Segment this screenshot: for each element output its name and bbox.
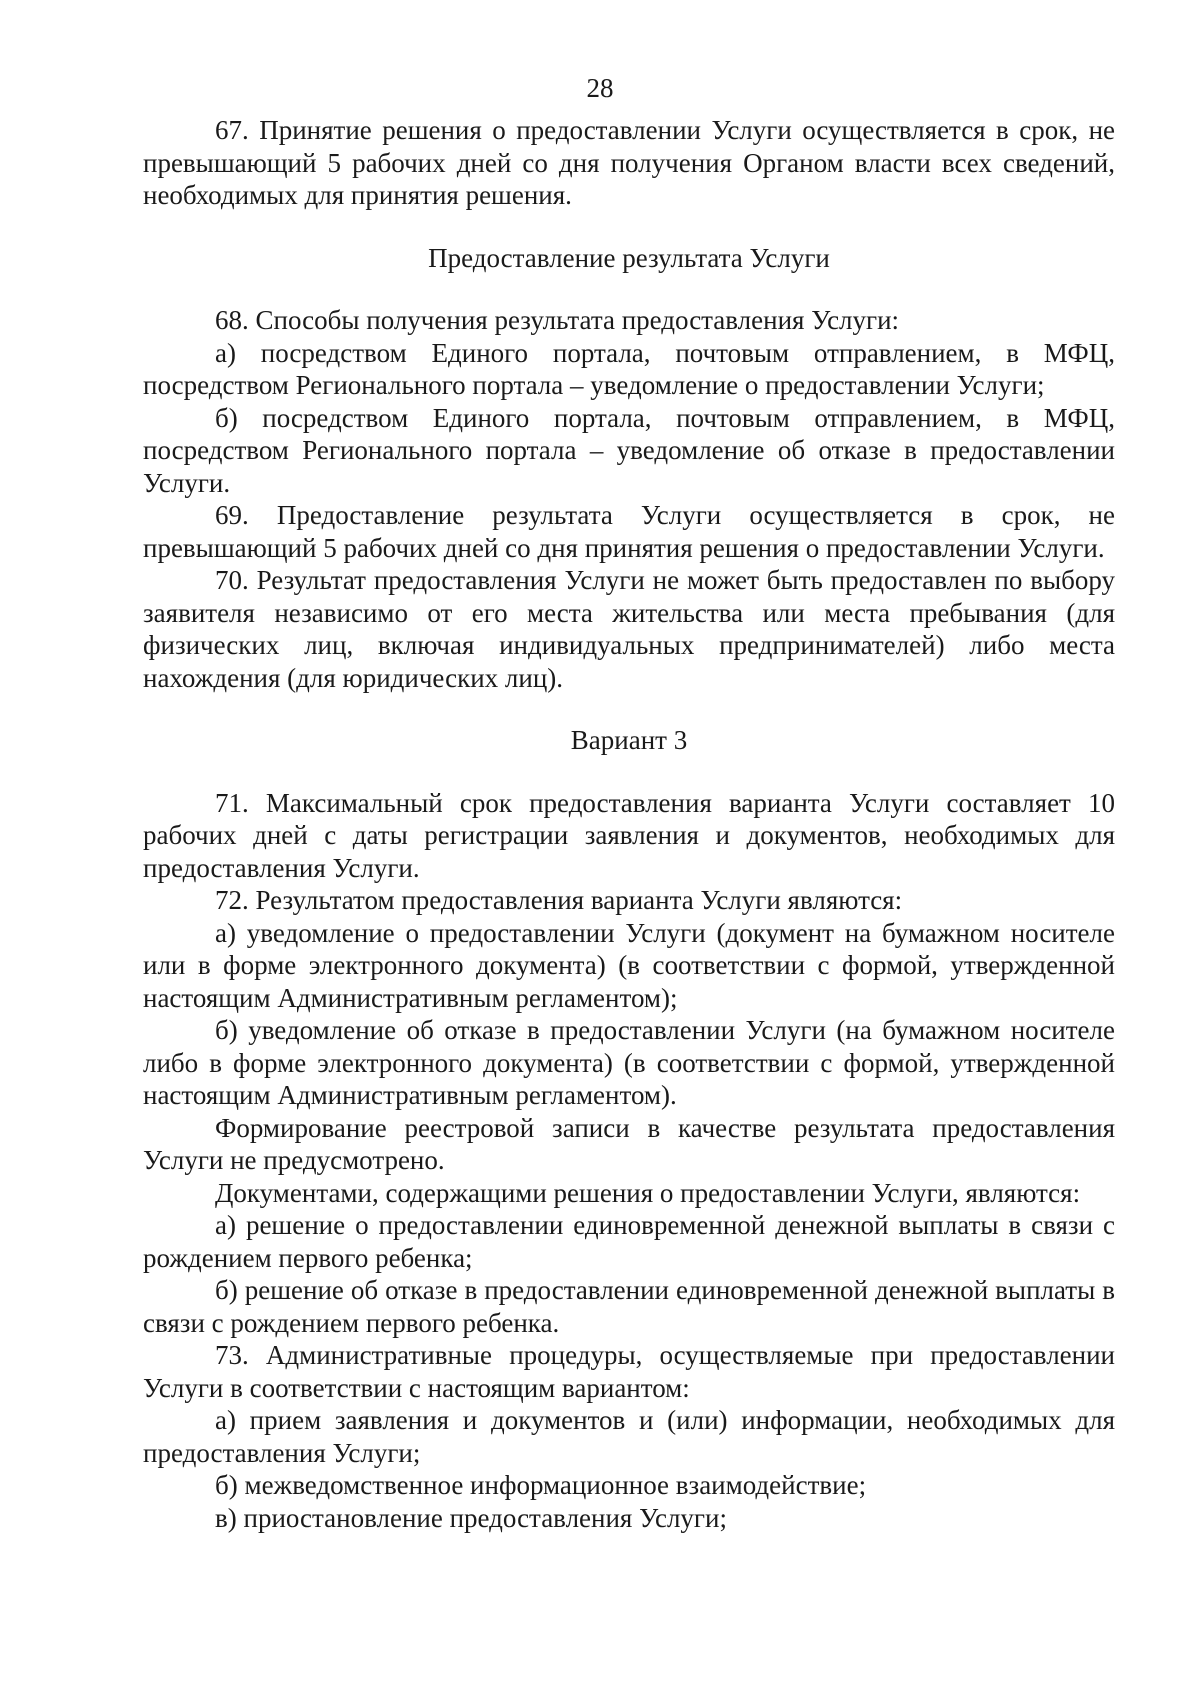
spacer — [143, 212, 1115, 242]
section-heading-variant-3: Вариант 3 — [570, 725, 688, 755]
paragraph-72-a: а) уведомление о предоставлении Услуги (документ на бумажном носителе или в форме электронного документа) (в соответствии с формой, утвержденной настоящим Административным регламентом); — [143, 917, 1115, 1013]
paragraph-68: 68. Способы получения результата предоставления Услуги: — [215, 305, 900, 335]
paragraph-72: 72. Результатом предоставления варианта Услуги являются: — [215, 885, 903, 915]
paragraph-decision-a: а) решение о предоставлении единовременной денежной выплаты в связи с рождением первого ребенка; — [143, 1210, 1115, 1273]
page-number: 28 — [586, 73, 614, 103]
paragraph-decision-b: б) решение об отказе в предоставлении единовременной денежной выплаты в связи с рождением первого ребенка. — [143, 1275, 1115, 1338]
paragraph-73-a: а) прием заявления и документов и (или) информации, необходимых для предоставления Услуги; — [143, 1405, 1115, 1468]
paragraph-73: 73. Административные процедуры, осуществляемые при предоставлении Услуги в соответствии с настоящим вариантом: — [143, 1340, 1115, 1403]
paragraph-decision-documents: Документами, содержащими решения о предоставлении Услуги, являются: — [215, 1177, 1081, 1208]
spacer — [143, 694, 1115, 724]
document-body — [143, 114, 1115, 1534]
section-heading-result: Предоставление результата Услуги — [428, 242, 830, 273]
paragraph-71: 71. Максимальный срок предоставления варианта Услуги составляет 10 рабочих дней с даты регистрации заявления и документов, необходимых для предоставления Услуги. — [143, 787, 1115, 883]
paragraph-72-b: б) уведомление об отказе в предоставлении Услуги (на бумажном носителе либо в форме электронного документа) (в соответствии с формой, утвержденной настоящим Административным регламентом). — [143, 1015, 1115, 1110]
spacer — [143, 757, 1115, 787]
paragraph-69: 69. Предоставление результата Услуги осуществляется в срок, не превышающий 5 рабочих дней со дня принятия решения о предоставлении Услуги. — [143, 500, 1115, 563]
paragraph-73-v: в) приостановление предоставления Услуги; — [215, 1502, 727, 1533]
paragraph-68-b: б) посредством Единого портала, почтовым отправлением, в МФЦ, посредством Регионального портала – уведомление об отказе в предоставлении Услуги. — [143, 402, 1115, 498]
paragraph-registry-record: Формирование реестровой записи в качестве результата предоставления Услуги не предусмотрено. — [143, 1112, 1115, 1175]
paragraph-67: 67. Принятие решения о предоставлении Услуги осуществляется в срок, не превышающий 5 рабочих дней со дня получения Органом власти всех сведений, необходимых для принятия решения. — [143, 115, 1115, 210]
paragraph-68-a: а) посредством Единого портала, почтовым отправлением, в МФЦ, посредством Регионального портала – уведомление о предоставлении Услуги; — [143, 337, 1115, 400]
paragraph-73-b: б) межведомственное информационное взаимодействие; — [215, 1470, 867, 1500]
paragraph-70: 70. Результат предоставления Услуги не может быть предоставлен по выбору заявителя независимо от его места жительства или места пребывания (для физических лиц, включая индивидуальных предпринимателей) либо места нахождения (для юридических лиц). — [143, 565, 1115, 693]
spacer — [143, 274, 1115, 304]
